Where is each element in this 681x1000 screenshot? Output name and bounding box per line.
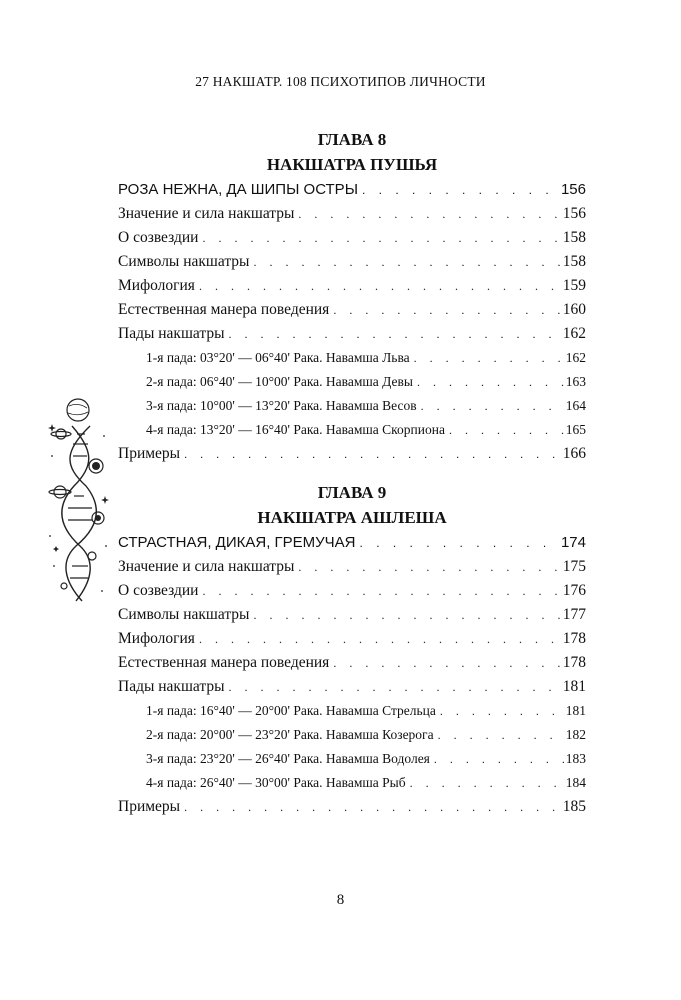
toc-subentry[interactable]: 3-я пада: 10°00' — 13°20' Рака. Навамша Весов . . . 164 xyxy=(118,394,586,418)
chapter-number: ГЛАВА 9 xyxy=(317,483,387,502)
toc-entry[interactable]: Мифология . . . 178 xyxy=(118,627,586,651)
toc-subentry[interactable]: 2-я пада: 06°40' — 10°00' Рака. Навамша Девы . . . 163 xyxy=(118,370,586,394)
chapter-title: НАКШАТРА АШЛЕША xyxy=(257,508,447,527)
toc-entry[interactable]: Пады накшатры . . . 181 xyxy=(118,675,586,699)
toc-entry[interactable]: Символы накшатры . . . 158 xyxy=(118,250,586,274)
toc-subentry[interactable]: 1-я пада: 03°20' — 06°40' Рака. Навамша Льва . . . 162 xyxy=(118,346,586,370)
dna-planets-ornament-icon xyxy=(44,396,114,611)
toc-entry[interactable]: Мифология . . . 159 xyxy=(118,274,586,298)
toc-entry[interactable]: Примеры . . . 166 xyxy=(118,442,586,466)
toc-entry[interactable]: Естественная манера поведения . . . 160 xyxy=(118,298,586,322)
toc-subentry[interactable]: 4-я пада: 13°20' — 16°40' Рака. Навамша Скорпиона . . . 165 xyxy=(118,418,586,442)
toc-entry[interactable]: СТРАСТНАЯ, ДИКАЯ, ГРЕМУЧАЯ . . . 174 xyxy=(118,531,586,555)
page-number: 8 xyxy=(336,892,345,908)
toc-entry[interactable]: РОЗА НЕЖНА, ДА ШИПЫ ОСТРЫ . . . 156 xyxy=(118,178,586,202)
toc-subentry[interactable]: 3-я пада: 23°20' — 26°40' Рака. Навамша Водолея . . . 183 xyxy=(118,747,586,771)
chapter-number: ГЛАВА 8 xyxy=(317,130,387,149)
toc-entry[interactable]: О созвездии . . . 158 xyxy=(118,226,586,250)
toc-entry[interactable]: Значение и сила накшатры . . . 156 xyxy=(118,202,586,226)
toc-entry[interactable]: Символы накшатры . . . 177 xyxy=(118,603,586,627)
toc-entry[interactable]: Примеры . . . 185 xyxy=(118,795,586,819)
chapter-title: НАКШАТРА ПУШЬЯ xyxy=(266,155,438,174)
toc-entry[interactable]: О созвездии . . . 176 xyxy=(118,579,586,603)
toc-chapter-8 xyxy=(118,127,586,466)
toc-subentry[interactable]: 4-я пада: 26°40' — 30°00' Рака. Навамша Рыб . . . 184 xyxy=(118,771,586,795)
toc-chapter-9 xyxy=(118,480,586,819)
toc-entry[interactable]: Значение и сила накшатры . . . 175 xyxy=(118,555,586,579)
toc-entry[interactable]: Естественная манера поведения . . . 178 xyxy=(118,651,586,675)
toc-subentry[interactable]: 2-я пада: 20°00' — 23°20' Рака. Навамша Козерога . . . 182 xyxy=(118,723,586,747)
toc-subentry[interactable]: 1-я пада: 16°40' — 20°00' Рака. Навамша Стрельца . . . 181 xyxy=(118,699,586,723)
toc-entry[interactable]: Пады накшатры . . . 162 xyxy=(118,322,586,346)
running-head: 27 НАКШАТР. 108 ПСИХОТИПОВ ЛИЧНОСТИ xyxy=(195,74,486,89)
